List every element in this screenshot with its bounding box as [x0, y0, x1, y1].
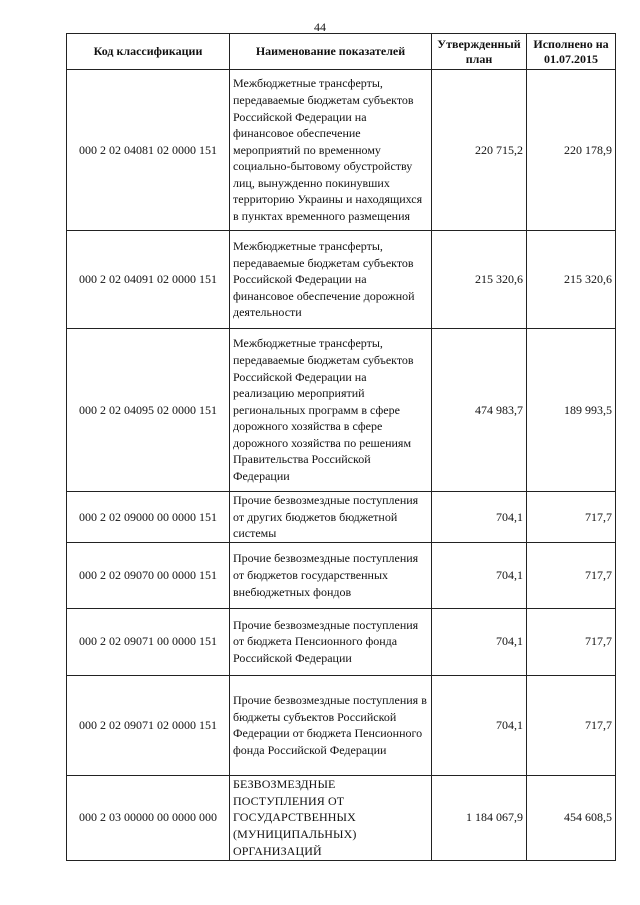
table-row — [67, 329, 616, 492]
header-name: Наименование показателей — [230, 34, 432, 70]
indicator-name: Прочие безвозмездные поступления от бюджета Пенсионного фонда Российской Федерации — [230, 608, 432, 675]
classification-code: 000 2 02 09070 00 0000 151 — [67, 542, 230, 608]
executed-value: 215 320,6 — [527, 231, 616, 329]
table-row — [67, 542, 616, 608]
classification-code: 000 2 02 09000 00 0000 151 — [67, 492, 230, 543]
header-code: Код классификации — [67, 34, 230, 70]
header-plan: Утвержденный план — [432, 34, 527, 70]
planned-value: 704,1 — [432, 608, 527, 675]
executed-value: 454 608,5 — [527, 775, 616, 860]
planned-value: 215 320,6 — [432, 231, 527, 329]
indicator-name: Межбюджетные трансферты, передаваемые бюджетам субъектов Российской Федерации на финансовое обеспечение дорожной деятельности — [230, 231, 432, 329]
executed-value: 717,7 — [527, 608, 616, 675]
page-number: 44 — [314, 20, 326, 34]
indicator-name: Прочие безвозмездные поступления от других бюджетов бюджетной системы — [230, 492, 432, 543]
table-row — [67, 775, 616, 860]
table-header-row — [67, 34, 616, 70]
table-row — [67, 675, 616, 775]
classification-code: 000 2 02 09071 02 0000 151 — [67, 675, 230, 775]
indicator-name: Межбюджетные трансферты, передаваемые бюджетам субъектов Российской Федерации на финансовое обеспечение мероприятий по временному социально-бытовому обустройству лиц, вынужденно покинувших территорию Украины и находящихся в пунктах временного размещения — [230, 70, 432, 231]
classification-code: 000 2 03 00000 00 0000 000 — [67, 775, 230, 860]
header-executed: Исполнено на 01.07.2015 — [527, 34, 616, 70]
executed-value: 717,7 — [527, 492, 616, 543]
planned-value: 1 184 067,9 — [432, 775, 527, 860]
table-row — [67, 608, 616, 675]
executed-value: 717,7 — [527, 675, 616, 775]
table-row — [67, 70, 616, 231]
classification-code: 000 2 02 09071 00 0000 151 — [67, 608, 230, 675]
classification-code: 000 2 02 04095 02 0000 151 — [67, 329, 230, 492]
budget-table — [66, 33, 616, 861]
indicator-name: Прочие безвозмездные поступления в бюджеты субъектов Российской Федерации от бюджета Пенсионного фонда Российской Федерации — [230, 675, 432, 775]
planned-value: 704,1 — [432, 492, 527, 543]
indicator-name: Межбюджетные трансферты, передаваемые бюджетам субъектов Российской Федерации на реализацию мероприятий региональных программ в сфере дорожного хозяйства в сфере дорожного хозяйства по решениям Правительства Российской Федерации — [230, 329, 432, 492]
executed-value: 189 993,5 — [527, 329, 616, 492]
planned-value: 220 715,2 — [432, 70, 527, 231]
planned-value: 704,1 — [432, 542, 527, 608]
planned-value: 704,1 — [432, 675, 527, 775]
indicator-name: Прочие безвозмездные поступления от бюджетов государственных внебюджетных фондов — [230, 542, 432, 608]
classification-code: 000 2 02 04091 02 0000 151 — [67, 231, 230, 329]
table-row — [67, 492, 616, 543]
executed-value: 220 178,9 — [527, 70, 616, 231]
indicator-name: БЕЗВОЗМЕЗДНЫЕ ПОСТУПЛЕНИЯ ОТ ГОСУДАРСТВЕННЫХ (МУНИЦИПАЛЬНЫХ) ОРГАНИЗАЦИЙ — [230, 775, 432, 860]
table-row — [67, 231, 616, 329]
executed-value: 717,7 — [527, 542, 616, 608]
classification-code: 000 2 02 04081 02 0000 151 — [67, 70, 230, 231]
planned-value: 474 983,7 — [432, 329, 527, 492]
